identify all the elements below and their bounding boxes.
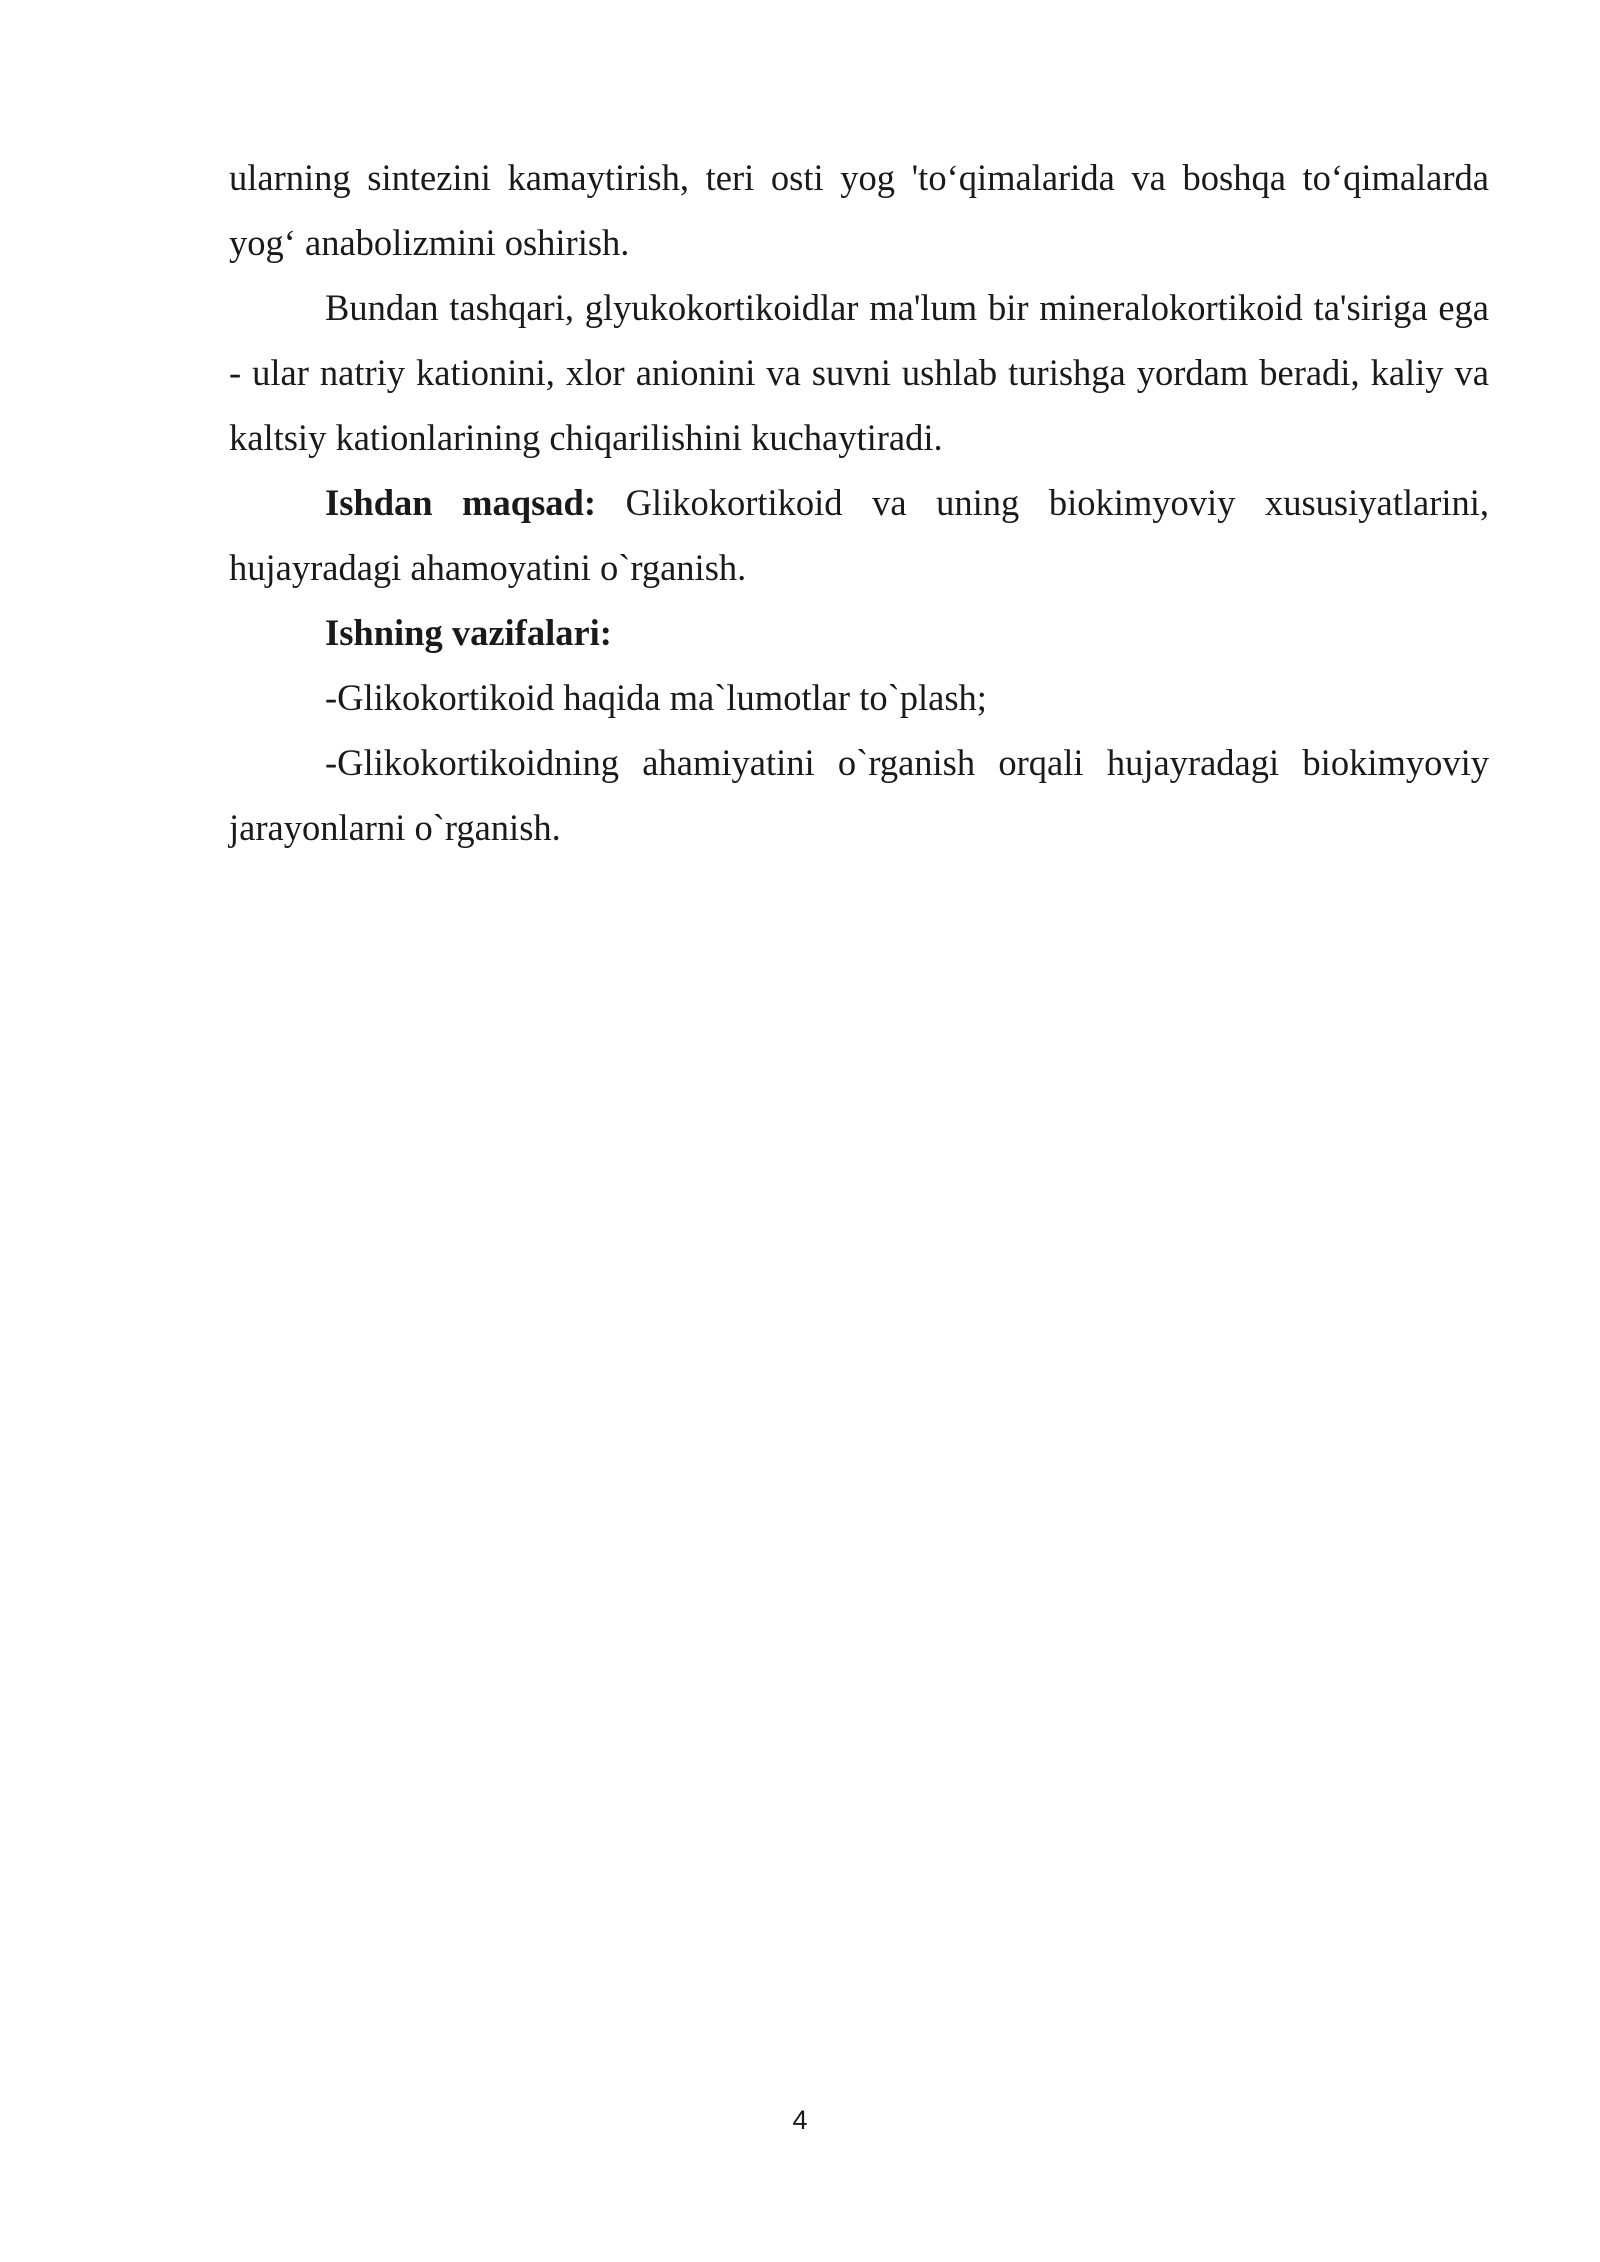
task-item-2: -Glikokortikoidning ahamiyatini o`rganish orqali hujayradagi biokimyoviy jarayonlarni o`rganish.: [229, 742, 1489, 848]
page-number: 4: [792, 2105, 808, 2135]
paragraph-tasks-heading: [229, 600, 1489, 665]
goal-heading: Ishdan maqsad:: [325, 482, 596, 523]
body-text: [229, 145, 1489, 860]
paragraph-continuation: ularning sintezini kamaytirish, teri osti yog 'to‘qimalarida va boshqa to‘qimalarda yog‘ anabolizmini oshirish.: [229, 157, 1489, 263]
task-item-1: -Glikokortikoid haqida ma`lumotlar to`plash;: [325, 677, 987, 718]
goal-text: Glikokortikoid va uning biokimyoviy xususiyatlarini, hujayradagi ahamoyatini o`rganish.: [229, 482, 1490, 588]
tasks-heading: Ishning vazifalari:: [325, 612, 612, 653]
paragraph-goal: [229, 470, 1489, 600]
paragraph-mineralocorticoid-effect: Bundan tashqari, glyukokortikoidlar ma'lum bir mineralokortikoid ta'siriga ega - ular natriy kationini, xlor anionini va suvni ushlab turishga yordam beradi, kaliy va kaltsiy kationlarining chiqarilishini kuchaytiradi.: [229, 287, 1489, 458]
